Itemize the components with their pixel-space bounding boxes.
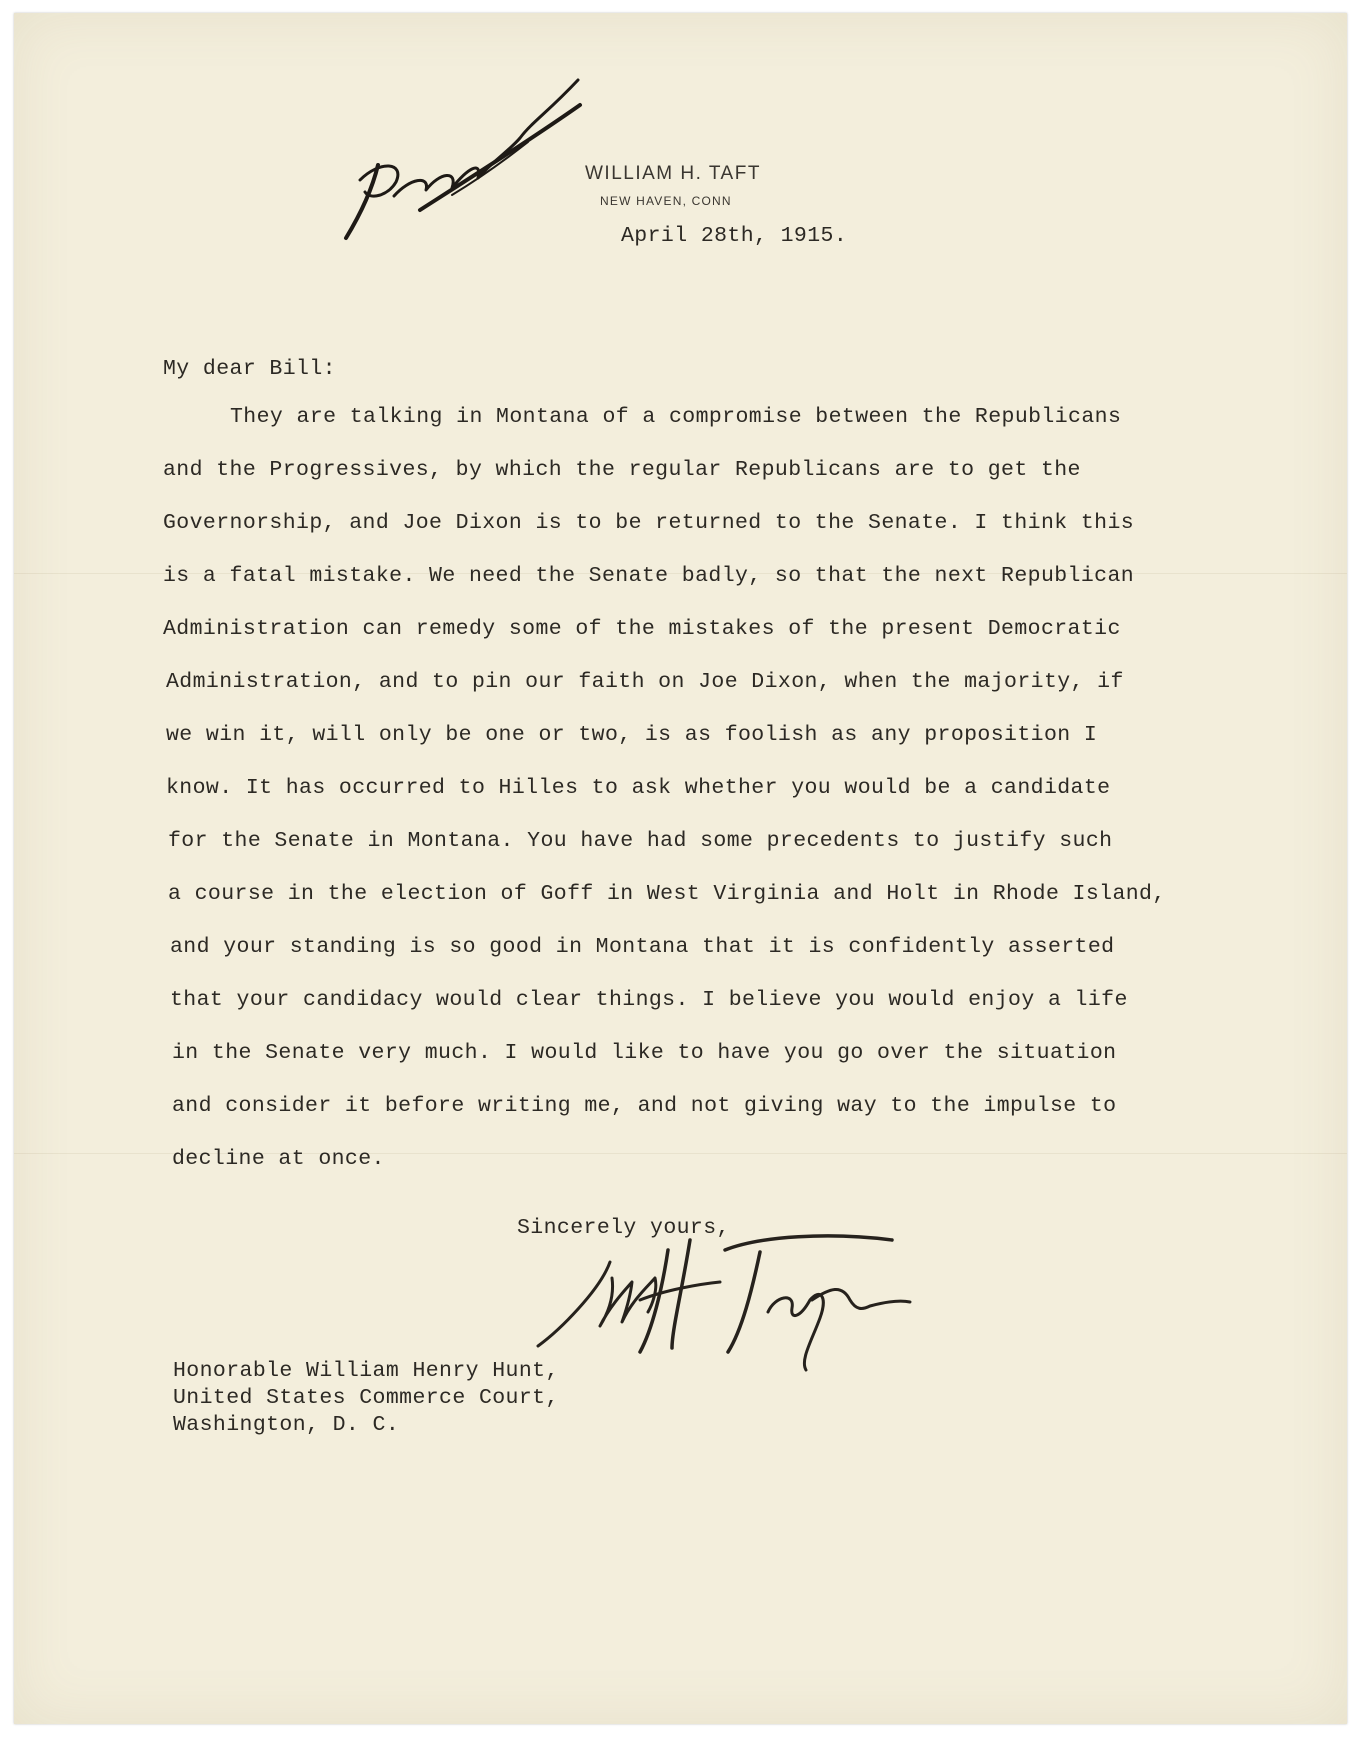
body-line: They are talking in Montana of a compromise between the Republicans (230, 405, 1122, 429)
body-line: for the Senate in Montana. You have had some precedents to justify such (168, 829, 1113, 853)
letter-date: April 28th, 1915. (621, 224, 848, 248)
body-line: Administration, and to pin our faith on Joe Dixon, when the majority, if (166, 670, 1124, 694)
body-line: that your candidacy would clear things. I believe you would enjoy a life (170, 988, 1128, 1012)
body-line: in the Senate very much. I would like to have you go over the situation (172, 1041, 1117, 1065)
recipient-court: United States Commerce Court, (173, 1386, 559, 1410)
recipient-city: Washington, D. C. (173, 1413, 400, 1437)
body-line: is a fatal mistake. We need the Senate badly, so that the next Republican (163, 564, 1135, 588)
letterhead-city: NEW HAVEN, CONN (600, 194, 732, 208)
letterhead-name: WILLIAM H. TAFT (585, 163, 761, 184)
body-line: a course in the election of Goff in West Virginia and Holt in Rhode Island, (168, 882, 1166, 906)
body-line: and your standing is so good in Montana that it is confidently asserted (170, 935, 1115, 959)
body-line: and the Progressives, by which the regular Republicans are to get the (163, 458, 1081, 482)
body-line: we win it, will only be one or two, is as foolish as any proposition I (166, 723, 1098, 747)
body-line: and consider it before writing me, and not giving way to the impulse to (172, 1094, 1117, 1118)
body-line: Administration can remedy some of the mistakes of the present Democratic (163, 617, 1121, 641)
closing: Sincerely yours, (517, 1216, 730, 1240)
salutation: My dear Bill: (163, 357, 336, 381)
recipient-name: Honorable William Henry Hunt, (173, 1359, 559, 1383)
body-line: Governorship, and Joe Dixon is to be returned to the Senate. I think this (163, 511, 1135, 535)
body-line: know. It has occurred to Hilles to ask whether you would be a candidate (166, 776, 1111, 800)
body-line: decline at once. (172, 1147, 385, 1171)
